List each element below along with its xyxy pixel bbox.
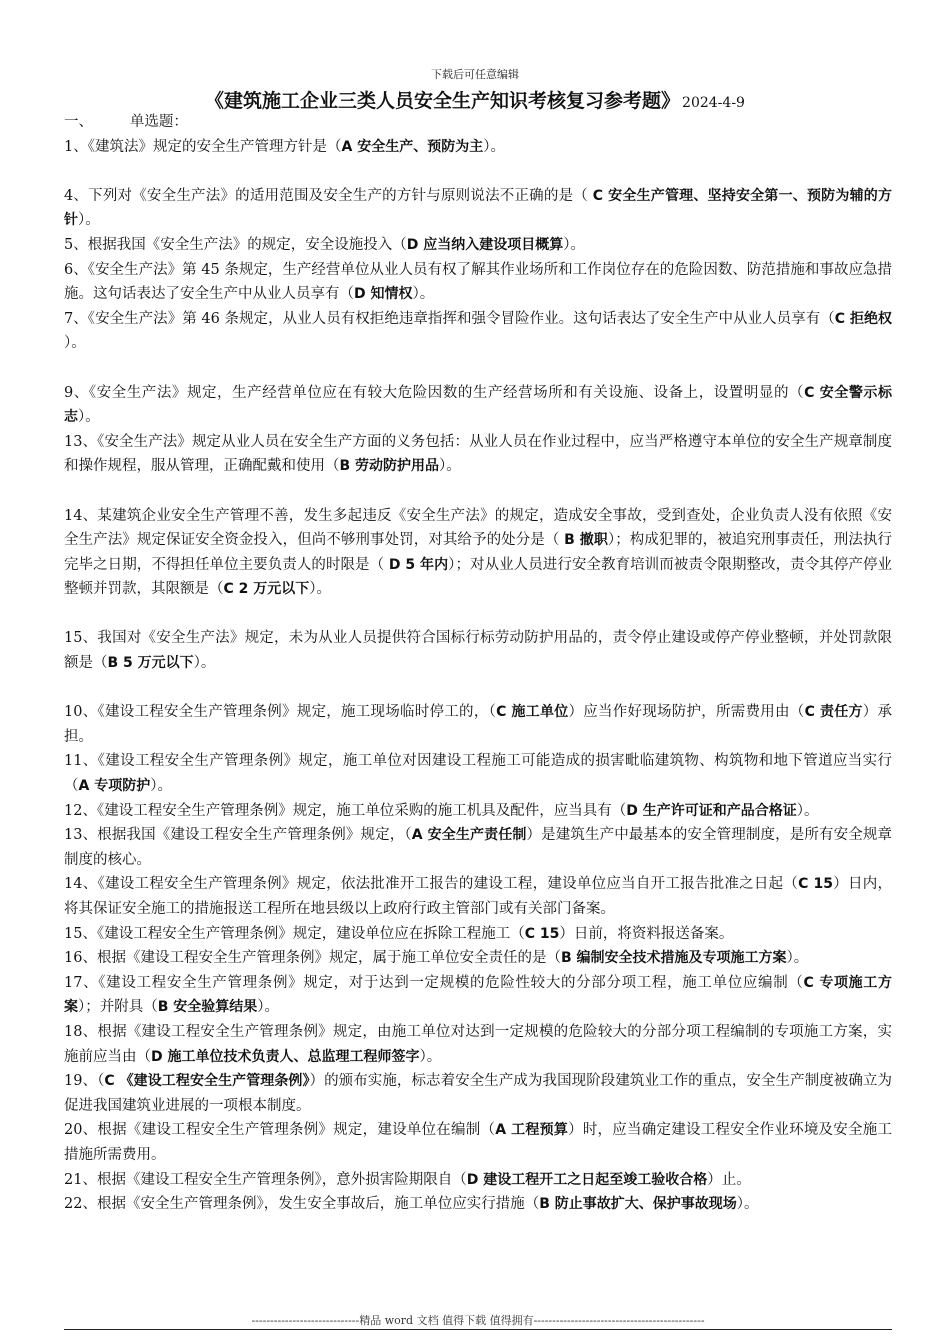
answer: C 责任方 xyxy=(804,704,863,721)
answer: B 5 万元以下 xyxy=(107,655,194,672)
answer: B 编制安全技术措施及专项施工方案 xyxy=(560,950,787,967)
answer: D 建设工程开工之日起至竣工验收合格 xyxy=(466,1171,708,1188)
answer: C 安全生产管理、坚持安全第一、预防为辅的方针 xyxy=(64,187,892,229)
answer: B 劳动防护用品 xyxy=(339,458,440,475)
answer: D 应当纳入建设项目概算 xyxy=(406,236,564,253)
section-label: 单选题： xyxy=(129,114,188,130)
question-item: 9、《安全生产法》规定，生产经营单位应在有较大危险因数的生产经营场所和有关设施、设备上，设置明显的（C 安全警示标志）。 xyxy=(64,384,892,426)
title-text: 《建筑施工企业三类人员安全生产知识考核复习参考题》 xyxy=(205,90,681,112)
section-heading xyxy=(64,110,892,135)
question-item: 4、下列对《安全生产法》的适用范围及安全生产的方针与原则说法不正确的是（ C 安全生产管理、坚持安全第一、预防为辅的方针）。 xyxy=(64,187,892,229)
question-item: 6、《安全生产法》第 45 条规定，生产经营单位从业人员有权了解其作业场所和工作岗位存在的危险因数、防范措施和事故应急措施。这句话表达了安全生产中从业人员享有（D 知情权）。 xyxy=(64,261,892,303)
answer: C 安全警示标志 xyxy=(64,384,892,426)
answer: D 生产许可证和产品合格证 xyxy=(626,802,797,819)
answer: B 撤职 xyxy=(564,532,608,549)
bottom-divider xyxy=(64,1329,892,1330)
answer: C 15 xyxy=(798,876,834,893)
question-item: 13、《安全生产法》规定从业人员在安全生产方面的义务包括：从业人员在作业过程中，应当严格遵守本单位的安全生产规章制度和操作规程，服从管理，正确配戴和使用（B 劳动防护用品）。 xyxy=(64,433,892,475)
answer: B 安全验算结果 xyxy=(157,999,258,1016)
question-item: 14、某建筑企业安全生产管理不善，发生多起违反《安全生产法》的规定，造成安全事故，受到查处，企业负责人没有依照《安全生产法》规定保证安全资金投入，但尚不够刑事处罚，对其给予的处分是（ B 撤职）；构成犯罪的，被追究刑事责任，刑法执行完毕之日期，不得担任单位主要负责人的时限是（ D 5 年内）；对从业人员进行安全教育培训而被责令限期整改，责令其停产停业整顿并罚款，其限额是（C 2 万元以下）。 xyxy=(64,507,893,598)
question-item: 15、我国对《安全生产法》规定，未为从业人员提供符合国标行标劳动防护用品的，责令停止建设或停产停业整顿，并处罚款限额是（B 5 万元以下）。 xyxy=(64,630,892,672)
question-item: 1、《建筑法》规定的安全生产管理方针是（A 安全生产、预防为主）。 xyxy=(64,138,505,155)
question-item: 19、（C 《建设工程安全生产管理条例》）的颁布实施，标志着安全生产成为我国现阶段建筑业工作的重点，安全生产制度被确立为促进我国建筑业进展的一项根本制度。 xyxy=(64,1073,893,1114)
answer: A 工程预算 xyxy=(495,1122,569,1139)
footer-note: -----------------------------精品 word 文档 值得下载 值得拥有---------------------------------------------- xyxy=(251,1314,705,1327)
answer: C 2 万元以下 xyxy=(223,581,310,598)
answer: D 知情权 xyxy=(354,286,413,303)
header-note: 下载后可任意编辑 xyxy=(431,68,519,81)
question-item: 18、根据《建设工程安全生产管理条例》规定，由施工单位对达到一定规模的危险较大的分部分项工程编制的专项施工方案，实施前应当由（D 施工单位技术负责人、总监理工程师签字）。 xyxy=(64,1023,892,1065)
answer: A 安全生产、预防为主 xyxy=(341,138,484,155)
section-number: 一、 xyxy=(64,114,93,130)
question-item: 10、《建设工程安全生产管理条例》规定，施工现场临时停工的，（C 施工单位）应当作好现场防护，所需费用由（C 责任方）承担。 xyxy=(64,704,893,745)
answer: B 防止事故扩大、保护事故现场 xyxy=(539,1196,737,1213)
answer: C 拒绝权 xyxy=(834,310,893,327)
answer: A 安全生产责任制 xyxy=(411,827,527,844)
answer: C 《建设工程安全生产管理条例》 xyxy=(104,1073,310,1090)
answer: D 施工单位技术负责人、总监理工程师签字 xyxy=(151,1048,420,1065)
question-item: 20、根据《建设工程安全生产管理条例》规定，建设单位在编制（A 工程预算）时，应当确定建设工程安全作业环境及安全施工措施所需费用。 xyxy=(64,1122,892,1163)
question-item: 17、《建设工程安全生产管理条例》规定，对于达到一定规模的危险性较大的分部分项工程，施工单位应编制（C 专项施工方案）；并附具（B 安全验算结果）。 xyxy=(64,974,892,1016)
answer: D 5 年内 xyxy=(388,556,449,573)
answer: C 施工单位 xyxy=(496,704,569,721)
document-title xyxy=(0,86,950,113)
answer: C 15 xyxy=(524,925,560,942)
question-item: 15、《建设工程安全生产管理条例》规定，建设单位应在拆除工程施工（C 15）日前，将资料报送备案。 xyxy=(64,925,734,942)
question-item: 16、根据《建设工程安全生产管理条例》规定，属于施工单位安全责任的是（B 编制安全技术措施及专项施工方案）。 xyxy=(64,950,809,967)
answer: C 专项施工方案 xyxy=(64,974,892,1016)
question-list xyxy=(64,110,892,1217)
question-item: 21、根据《建设工程安全生产管理条例》，意外损害险期限自（D 建设工程开工之日起至竣工验收合格）止。 xyxy=(64,1171,751,1188)
question-item: 5、根据我国《安全生产法》的规定，安全设施投入（D 应当纳入建设项目概算）。 xyxy=(64,236,585,253)
title-date: 2024-4-9 xyxy=(682,95,745,111)
question-item: 7、《安全生产法》第 46 条规定，从业人员有权拒绝违章指挥和强令冒险作业。这句话表达了安全生产中从业人员享有（C 拒绝权 ）。 xyxy=(64,310,893,352)
question-item: 13、根据我国《建设工程安全生产管理条例》规定，（A 安全生产责任制）是建筑生产中最基本的安全管理制度，是所有安全规章制度的核心。 xyxy=(64,827,893,868)
question-item: 11、《建设工程安全生产管理条例》规定，施工单位对因建设工程施工可能造成的损害毗临建筑物、构筑物和地下管道应当实行（A 专项防护）。 xyxy=(64,753,892,795)
question-item: 12、《建设工程安全生产管理条例》规定，施工单位采购的施工机具及配件，应当具有（D 生产许可证和产品合格证）。 xyxy=(64,802,819,819)
answer: A 专项防护 xyxy=(78,778,151,795)
question-item: 22、根据《安全生产管理条例》，发生安全事故后，施工单位应实行措施（B 防止事故扩大、保护事故现场）。 xyxy=(64,1196,759,1213)
question-item: 14、《建设工程安全生产管理条例》规定，依法批准开工报告的建设工程，建设单位应当自开工报告批准之日起（C 15）日内，将其保证安全施工的措施报送工程所在地县级以上政府行政主管部门或有关部门备案。 xyxy=(64,876,893,917)
